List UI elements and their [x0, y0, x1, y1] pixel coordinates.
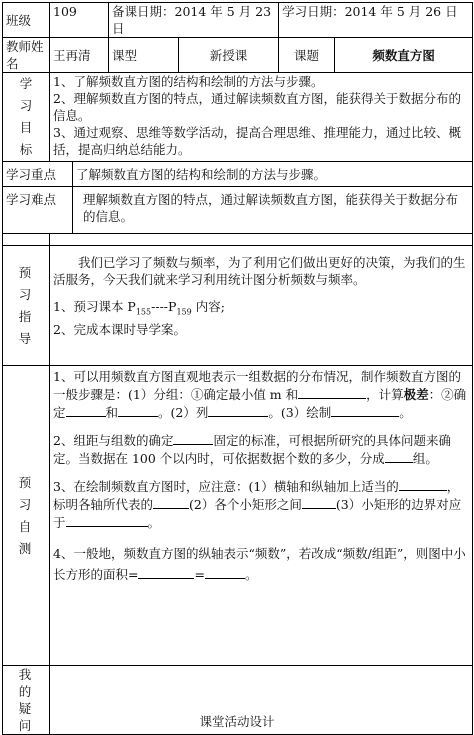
goal-item: 1、了解频数直方图的结构和绘制的方法与步骤。 — [53, 74, 324, 89]
q4-text-b: = — [194, 567, 205, 582]
guide-step-1-page-start: 155 — [135, 307, 152, 317]
guide-content — [50, 246, 473, 366]
study-date: 学习日期：2014 年 5 月 26 日 — [279, 3, 473, 38]
q3-text-d: (3）小矩形的边界对应于 — [53, 497, 462, 530]
key-point-text: 了解频数直方图的结构和绘制的方法与步骤。 — [73, 162, 473, 187]
goals-content — [50, 73, 473, 162]
q2-text-c: 组。 — [412, 451, 438, 466]
q3-text-b: ，标明各轴所代表的 — [53, 479, 460, 512]
q1-text-f: 。(3）绘制 — [268, 405, 332, 420]
type-value: 新授课 — [179, 38, 279, 73]
key-point-label: 学习重点 — [3, 162, 73, 187]
guide-step-1 — [53, 298, 469, 321]
q1-text-a: 1、可以用频数直方图直观地表示一组数据的分布情况，制作频数直方图的一般步骤是：(1）分组：①确定最小值 m 和 — [53, 369, 461, 402]
q4-text-c: 。 — [244, 567, 258, 582]
guide-intro: 我们已学习了频数与频率，为了利用它们做出更好的决策，为我们的生活服务，今天我们就来学习利用统计图分析频数与频率。 — [53, 255, 466, 287]
self-test-label-text: 预 习 自 测 — [18, 474, 34, 556]
teacher-value: 王再清 — [50, 38, 109, 73]
blank-field[interactable] — [173, 431, 213, 445]
guide-row — [3, 246, 473, 366]
topic-value: 频数直方图 — [335, 38, 473, 73]
class-label: 班级 — [3, 3, 50, 38]
self-test-label — [3, 366, 50, 666]
q1-text-b: ，计算 — [366, 387, 404, 402]
goal-item: 2、理解频数直方图的特点，通过解读频数直方图，能获得关于数据分布的信息。 — [53, 91, 461, 123]
q3-text-a: 3、在绘制频数直方图时，应注意：(1）横轴和纵轴加上适当的 — [53, 479, 399, 494]
teacher-label: 教师姓名 — [3, 38, 50, 73]
header-row-2 — [3, 38, 473, 73]
header-row-1 — [3, 3, 473, 38]
guide-label — [3, 246, 50, 366]
topic-label: 课题 — [279, 38, 335, 73]
q3-text-e: 。 — [147, 515, 161, 530]
blank-field[interactable] — [153, 495, 189, 509]
type-label: 课型 — [109, 38, 179, 73]
guide-step-2: 2、完成本课时导学案。 — [53, 321, 186, 337]
q2-text-b: 固定的标准，可根据所研究的具体问题来确定。当数据在 100 个以内时，可依据数据个数的多少，分成 — [53, 433, 451, 466]
blank-field[interactable] — [208, 403, 268, 417]
difficulty-text: 理解频数直方图的特点，通过解读频数直方图，能获得关于数据分布的信息。 — [73, 187, 473, 234]
difficulty-row — [3, 187, 473, 234]
blank-field[interactable] — [66, 513, 148, 527]
spacer-row — [3, 234, 473, 246]
blank-field[interactable] — [302, 495, 336, 509]
q2-text-a: 2、组距与组数的确定 — [53, 433, 174, 448]
difficulty-label: 学习难点 — [3, 187, 73, 234]
goal-item: 3、通过观察、思维等数学活动，提高合理思维、推理能力，通过比较、概括，提高归纳总结能力。 — [53, 125, 461, 157]
guide-step-1-page-end: 159 — [176, 307, 192, 317]
guide-step-1-post: 内容; — [191, 299, 225, 314]
prep-date: 备课日期：2014 年 5 月 23 日 — [109, 3, 279, 38]
question-2 — [53, 431, 469, 467]
question-3 — [53, 477, 469, 531]
blank-field[interactable] — [205, 565, 245, 579]
blank-field[interactable] — [331, 403, 399, 417]
blank-field[interactable] — [385, 449, 413, 463]
q1-text-c: ：②确定 — [53, 387, 467, 420]
class-value: 109 — [50, 3, 109, 38]
goals-label — [3, 73, 50, 162]
guide-step-1-pre: 1、预习课本 P — [53, 299, 136, 314]
q1-range-term: 极差 — [403, 387, 429, 402]
goals-label-text: 学习目标 — [19, 76, 33, 157]
guide-step-1-mid: ----P — [151, 299, 177, 314]
q1-text-d: 和 — [105, 405, 119, 420]
key-point-row — [3, 162, 473, 187]
q4-text-a: 4、一般地，频数直方图的纵轴表示“频数”，若改成“频数/组距”，则图中小长方形的面积= — [53, 546, 466, 582]
blank-field[interactable] — [118, 403, 158, 417]
spacer-left — [3, 234, 50, 246]
q1-text-g: 。 — [399, 405, 412, 420]
questions-label-text: 我 的 疑 问 — [18, 667, 34, 733]
question-4 — [53, 543, 469, 585]
blank-field[interactable] — [298, 385, 366, 399]
self-test-row — [3, 366, 473, 666]
section-footer-title: 课堂活动设计 — [199, 714, 275, 729]
question-1 — [53, 368, 469, 421]
self-test-content — [50, 366, 473, 666]
lesson-plan-table — [2, 2, 473, 735]
q3-text-c: (2）各个小矩形之间 — [189, 497, 302, 512]
blank-field[interactable] — [138, 565, 194, 579]
spacer-right — [50, 234, 473, 246]
goals-row — [3, 73, 473, 162]
guide-label-text: 预 习 指 导 — [18, 264, 34, 346]
blank-field[interactable] — [66, 403, 106, 417]
q1-text-e: 。(2）列 — [158, 405, 209, 420]
blank-field[interactable] — [399, 477, 447, 491]
